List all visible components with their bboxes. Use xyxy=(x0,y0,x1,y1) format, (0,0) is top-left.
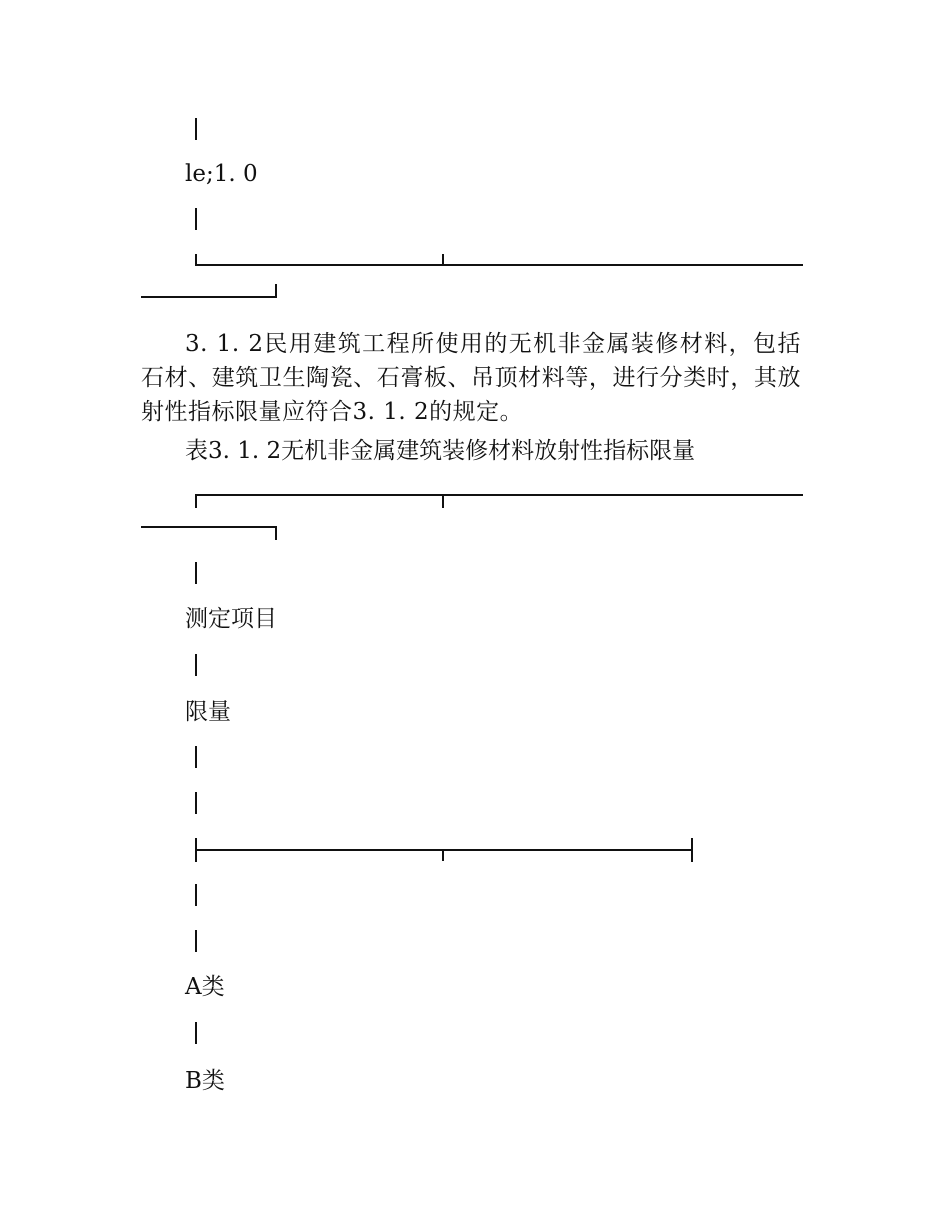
class-a-label: A类 xyxy=(185,974,225,1000)
body-paragraph: 3. 1. 2民用建筑工程所使用的无机非金属装修材料，包括石材、建筑卫生陶瓷、石膏板、吊顶材料等，进行分类时，其放射性指标限量应符合3. 1. 2的规定。 xyxy=(141,331,801,425)
table-caption: 表3. 1. 2无机非金属建筑装修材料放射性指标限量 xyxy=(185,438,696,464)
header-limit: 限量 xyxy=(185,699,231,725)
header-item: 测定项目 xyxy=(185,606,277,632)
table-border-bar xyxy=(195,930,197,952)
table-border-bar xyxy=(195,562,197,584)
table-border-bar xyxy=(195,118,197,140)
limit-value: le;1. 0 xyxy=(185,161,258,187)
table-border-bar xyxy=(195,208,197,230)
table-border-bar xyxy=(195,884,197,906)
table-border-bar xyxy=(195,746,197,768)
table-border-bar xyxy=(195,654,197,676)
table-border-bar xyxy=(195,792,197,814)
class-b-label: B类 xyxy=(185,1068,225,1094)
table-border-bar xyxy=(195,1022,197,1044)
